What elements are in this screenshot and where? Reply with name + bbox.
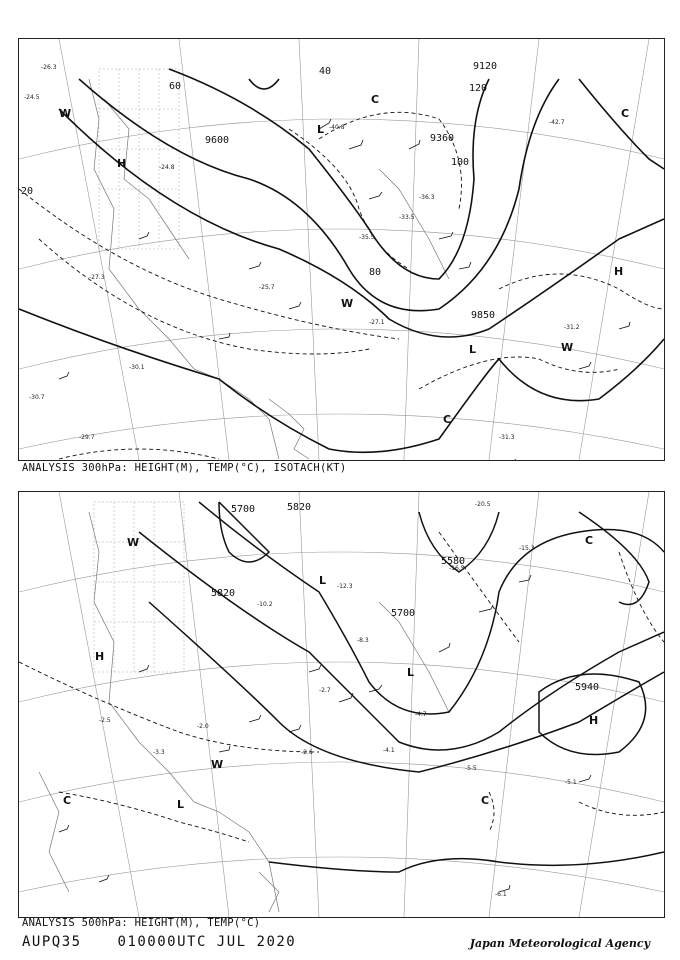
station-value: -27.3 bbox=[89, 274, 105, 281]
station-value: -25.7 bbox=[259, 284, 275, 291]
station-value: -5.5 bbox=[465, 765, 477, 772]
high-pressure-marker: H bbox=[117, 157, 127, 170]
contour-label: 9360 bbox=[430, 133, 455, 144]
contour-label: 5820 bbox=[211, 588, 236, 599]
valid-timestamp: 010000UTC JUL 2020 bbox=[117, 934, 297, 950]
low-pressure-marker: L bbox=[317, 123, 325, 136]
station-value: -31.3 bbox=[499, 434, 515, 441]
station-grid bbox=[99, 69, 182, 249]
cold-marker: C bbox=[621, 107, 630, 120]
map-300hpa-canvas bbox=[19, 39, 664, 460]
contour-label: 5940 bbox=[575, 682, 600, 693]
footer-product-info bbox=[22, 934, 322, 950]
isotach-label: 120 bbox=[469, 83, 488, 94]
station-value: -26.3 bbox=[41, 64, 57, 71]
graticule bbox=[19, 492, 664, 917]
isotach-contours bbox=[19, 112, 664, 459]
high-pressure-marker: H bbox=[589, 714, 599, 727]
wind-barbs bbox=[59, 119, 630, 460]
cold-marker: C bbox=[481, 794, 490, 807]
warm-marker: W bbox=[561, 341, 574, 354]
isotach-label: 80 bbox=[369, 267, 382, 278]
station-value: -36.3 bbox=[419, 194, 435, 201]
station-value: -8.3 bbox=[357, 637, 369, 644]
low-pressure-marker: L bbox=[469, 343, 477, 356]
station-value: -31.2 bbox=[564, 324, 580, 331]
cold-marker: C bbox=[443, 413, 452, 426]
cold-marker: C bbox=[585, 534, 594, 547]
contour-label: 9850 bbox=[471, 310, 496, 321]
warm-marker: W bbox=[211, 758, 224, 771]
low-pressure-marker: L bbox=[407, 666, 415, 679]
station-value: -12.3 bbox=[337, 583, 353, 590]
station-value: -10.2 bbox=[257, 601, 273, 608]
contour-label: 5820 bbox=[287, 502, 312, 513]
analysis-500hpa-map bbox=[18, 491, 665, 918]
low-pressure-marker: L bbox=[177, 798, 185, 811]
contour-label: 5700 bbox=[391, 608, 416, 619]
high-pressure-marker: H bbox=[95, 650, 105, 663]
station-value: -4.1 bbox=[383, 747, 395, 754]
station-value: -16.5 bbox=[449, 565, 465, 572]
map-500hpa-canvas bbox=[19, 492, 664, 917]
contour-label: 9600 bbox=[205, 135, 230, 146]
analysis-300hpa-map bbox=[18, 38, 665, 461]
station-grid bbox=[94, 502, 184, 672]
warm-marker: W bbox=[127, 536, 140, 549]
low-pressure-marker: L bbox=[319, 574, 327, 587]
contour-label: 5580 bbox=[441, 556, 466, 567]
cold-marker: C bbox=[371, 93, 380, 106]
station-value: -5.1 bbox=[565, 779, 577, 786]
station-value: -6.1 bbox=[495, 891, 507, 898]
station-value: -27.1 bbox=[369, 319, 385, 326]
station-value: -3.3 bbox=[153, 749, 165, 756]
station-value: -35.5 bbox=[359, 234, 375, 241]
isotach-label: 20 bbox=[21, 186, 34, 197]
station-value: -30.7 bbox=[29, 394, 45, 401]
isotach-label: 100 bbox=[451, 157, 470, 168]
station-value: -2.5 bbox=[99, 717, 111, 724]
station-value: -20.5 bbox=[475, 501, 491, 508]
station-value: -4.7 bbox=[415, 711, 427, 718]
agency-name: Japan Meteorological Agency bbox=[469, 937, 650, 950]
station-value: -33.5 bbox=[399, 214, 415, 221]
wind-barbs bbox=[59, 575, 591, 892]
product-code: AUPQ35 bbox=[22, 934, 82, 950]
isotach-label: 60 bbox=[169, 81, 182, 92]
graticule bbox=[19, 39, 664, 460]
station-value: -40.8 bbox=[329, 124, 345, 131]
station-value: -42.7 bbox=[549, 119, 565, 126]
station-value: -30.1 bbox=[129, 364, 145, 371]
cold-marker: C bbox=[63, 794, 72, 807]
caption-500hpa: ANALYSIS 500hPa: HEIGHT(M), TEMP(°C) bbox=[22, 917, 261, 929]
contour-label: 5700 bbox=[231, 504, 256, 515]
station-value: -2.7 bbox=[319, 687, 331, 694]
warm-marker: W bbox=[341, 297, 354, 310]
station-value: -15.3 bbox=[519, 545, 535, 552]
station-value: -24.5 bbox=[24, 94, 40, 101]
station-value: -2.6 bbox=[301, 749, 313, 756]
high-pressure-marker: H bbox=[614, 265, 624, 278]
contour-label: 9120 bbox=[473, 61, 498, 72]
station-value: -24.8 bbox=[159, 164, 175, 171]
warm-marker: W bbox=[59, 107, 72, 120]
station-value: -29.7 bbox=[79, 434, 95, 441]
station-value: -2.0 bbox=[197, 723, 209, 730]
caption-300hpa: ANALYSIS 300hPa: HEIGHT(M), TEMP(°C), ISOTACH(KT) bbox=[22, 462, 347, 474]
isotach-label: 40 bbox=[319, 66, 332, 77]
temperature-contours bbox=[19, 532, 664, 842]
